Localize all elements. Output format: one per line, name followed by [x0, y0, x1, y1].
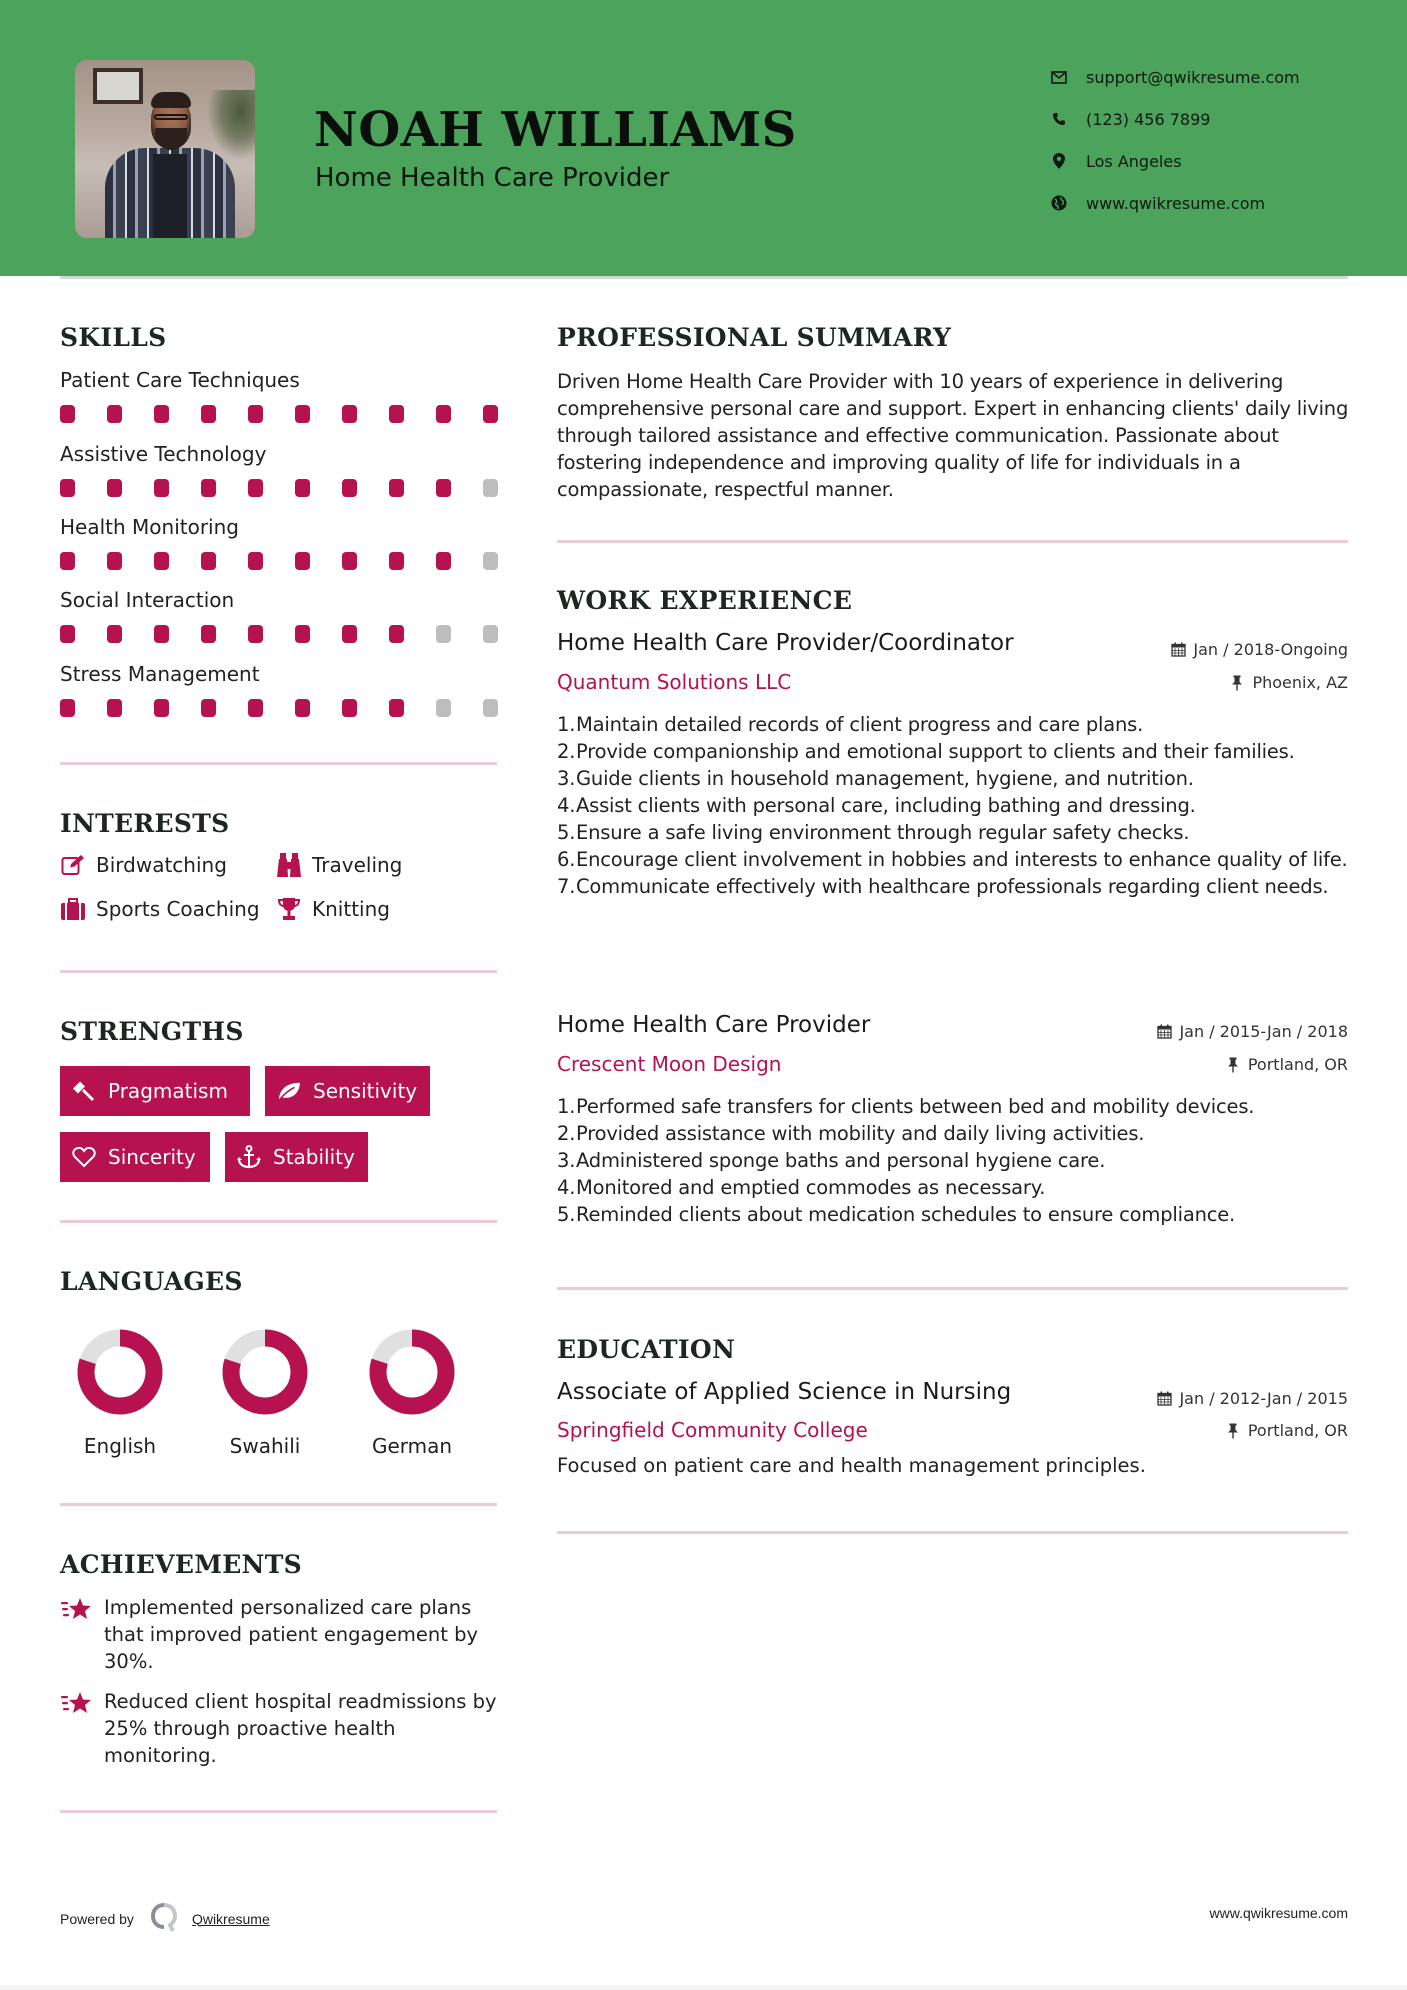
- envelope-icon: [1050, 68, 1068, 86]
- map-marker-icon: [1050, 152, 1068, 170]
- list-number: 1.: [557, 713, 576, 736]
- calendar-icon: [1156, 1024, 1172, 1040]
- skill-dot-filled: [201, 405, 216, 423]
- shooting-star-icon: [60, 1690, 94, 1720]
- list-number: 5.: [557, 821, 576, 844]
- skill-dot-empty: [483, 625, 498, 643]
- contact-list: [1050, 56, 1300, 224]
- pushpin-icon: [1225, 1057, 1241, 1073]
- responsibility-text: Provided assistance with mobility and daily living activities.: [576, 1122, 1145, 1145]
- strength-label: Sensitivity: [313, 1079, 418, 1103]
- job-title: Home Health Care Provider/Coordinator: [557, 630, 1014, 656]
- job-location-text: Phoenix, AZ: [1252, 673, 1348, 692]
- contact-email-text: support@qwikresume.com: [1086, 67, 1300, 87]
- section-divider: [60, 970, 497, 973]
- skill-dot-filled: [342, 699, 357, 717]
- candidate-name: NOAH WILLIAMS: [314, 102, 797, 158]
- job-dates: [1156, 1022, 1348, 1041]
- job-location: [1229, 673, 1348, 692]
- list-number: 3.: [557, 1149, 576, 1172]
- responsibility-text: Ensure a safe living environment through regular safety checks.: [576, 821, 1190, 844]
- section-divider: [557, 1531, 1348, 1534]
- pushpin-icon: [1225, 1423, 1241, 1439]
- skill-dot-empty: [436, 625, 451, 643]
- language-item: [55, 1328, 185, 1458]
- responsibility-text: Assist clients with personal care, including bathing and dressing.: [576, 794, 1196, 817]
- skill-dot-empty: [436, 699, 451, 717]
- job-dates-text: Jan / 2018-Ongoing: [1193, 640, 1348, 659]
- responsibility-item: [557, 1093, 1357, 1120]
- pushpin-icon: [1229, 675, 1245, 691]
- skill-dot-filled: [107, 479, 122, 497]
- responsibility-item: [557, 1174, 1357, 1201]
- interest-label: Knitting: [312, 897, 390, 921]
- skill-dot-filled: [389, 552, 404, 570]
- contact-website[interactable]: [1050, 182, 1300, 224]
- photo-frame-decoration: [93, 68, 143, 104]
- achievement-text: Implemented personalized care plans that improved patient engagement by 30%.: [104, 1596, 478, 1673]
- list-number: 2.: [557, 740, 576, 763]
- phone-icon: [1050, 110, 1068, 128]
- photo-shirt: [153, 154, 187, 238]
- section-divider: [557, 1287, 1348, 1290]
- list-number: 1.: [557, 1095, 576, 1118]
- briefcase-icon: [60, 897, 86, 921]
- language-donut-chart: [368, 1328, 456, 1416]
- achievement-item: [60, 1594, 505, 1675]
- gavel-icon: [72, 1079, 96, 1103]
- section-divider: [60, 1503, 497, 1506]
- contact-email[interactable]: [1050, 56, 1300, 98]
- summary-heading: PROFESSIONAL SUMMARY: [557, 323, 952, 352]
- list-number: 6.: [557, 848, 576, 871]
- interest-item: [276, 853, 402, 877]
- skill-dot-filled: [483, 405, 498, 423]
- interest-item: [276, 897, 390, 921]
- experience-heading: WORK EXPERIENCE: [557, 586, 853, 615]
- school-name: Springfield Community College: [557, 1418, 868, 1442]
- education-location-text: Portland, OR: [1247, 1421, 1348, 1440]
- skill-name: Patient Care Techniques: [60, 368, 300, 392]
- skill-name: Health Monitoring: [60, 515, 239, 539]
- resume-header: [0, 0, 1407, 276]
- strength-label: Sincerity: [108, 1145, 196, 1169]
- skill-dot-filled: [248, 479, 263, 497]
- education-heading: EDUCATION: [557, 1335, 736, 1364]
- skill-rating: [60, 552, 500, 570]
- footer-powered-by: [60, 1902, 270, 1935]
- responsibility-item: [557, 711, 1357, 738]
- skill-dot-filled: [107, 552, 122, 570]
- skill-dot-filled: [342, 625, 357, 643]
- achievements-heading: ACHIEVEMENTS: [60, 1550, 302, 1579]
- responsibility-text: Reminded clients about medication schedules to ensure compliance.: [576, 1203, 1236, 1226]
- photo-hair: [151, 92, 191, 108]
- skill-dot-filled: [389, 699, 404, 717]
- skill-dot-filled: [60, 479, 75, 497]
- skill-dot-filled: [248, 552, 263, 570]
- company-name: Crescent Moon Design: [557, 1052, 782, 1076]
- skill-dot-filled: [107, 405, 122, 423]
- skill-dot-filled: [154, 479, 169, 497]
- list-number: 4.: [557, 794, 576, 817]
- job-responsibilities: [557, 1093, 1357, 1228]
- profile-photo: [75, 60, 255, 238]
- skill-dot-empty: [483, 552, 498, 570]
- skill-dot-filled: [248, 699, 263, 717]
- skill-dot-filled: [60, 699, 75, 717]
- list-number: 5.: [557, 1203, 576, 1226]
- skill-dot-filled: [295, 625, 310, 643]
- interest-label: Birdwatching: [96, 853, 227, 877]
- list-number: 7.: [557, 875, 576, 898]
- skill-dot-filled: [342, 552, 357, 570]
- photo-beard: [155, 128, 187, 150]
- skill-dot-filled: [436, 405, 451, 423]
- interest-item: [60, 897, 260, 921]
- language-item: [347, 1328, 477, 1458]
- qwikresume-logo-icon: [150, 1902, 178, 1935]
- skill-rating: [60, 625, 500, 643]
- responsibility-item: [557, 846, 1357, 873]
- achievement-text: Reduced client hospital readmissions by 25% through proactive health monitoring.: [104, 1690, 497, 1767]
- responsibility-text: Administered sponge baths and personal hygiene care.: [576, 1149, 1106, 1172]
- skill-rating: [60, 405, 500, 423]
- contact-phone[interactable]: [1050, 98, 1300, 140]
- binoculars-icon: [276, 853, 302, 877]
- skill-dot-filled: [248, 625, 263, 643]
- skill-dot-filled: [295, 552, 310, 570]
- strength-badge: [60, 1066, 250, 1116]
- section-divider: [60, 1220, 497, 1223]
- skill-dot-filled: [60, 552, 75, 570]
- responsibility-text: Communicate effectively with healthcare professionals regarding client needs.: [576, 875, 1329, 898]
- responsibility-item: [557, 765, 1357, 792]
- section-divider: [60, 1810, 497, 1813]
- skill-dot-filled: [389, 405, 404, 423]
- skill-dot-filled: [436, 479, 451, 497]
- responsibility-item: [557, 1201, 1357, 1228]
- skill-dot-filled: [154, 552, 169, 570]
- photo-plant-decoration: [207, 90, 255, 160]
- skill-dot-filled: [389, 625, 404, 643]
- page-bottom-edge: [0, 1985, 1407, 1990]
- skill-dot-filled: [295, 405, 310, 423]
- responsibility-text: Performed safe transfers for clients between bed and mobility devices.: [576, 1095, 1255, 1118]
- skill-name: Social Interaction: [60, 588, 235, 612]
- contact-website-text: www.qwikresume.com: [1086, 193, 1266, 213]
- powered-by-text: Powered by: [60, 1910, 134, 1927]
- education-dates-text: Jan / 2012-Jan / 2015: [1179, 1389, 1348, 1408]
- job-location: [1225, 1055, 1348, 1074]
- job-title: Home Health Care Provider: [557, 1012, 871, 1038]
- job-responsibilities: [557, 711, 1357, 900]
- leaf-icon: [277, 1079, 301, 1103]
- section-divider: [60, 762, 497, 765]
- education-dates: [1156, 1389, 1348, 1408]
- responsibility-text: Encourage client involvement in hobbies and interests to enhance quality of life.: [576, 848, 1348, 871]
- job-location-text: Portland, OR: [1247, 1055, 1348, 1074]
- globe-icon: [1050, 194, 1068, 212]
- heart-icon: [72, 1145, 96, 1169]
- skill-dot-filled: [154, 405, 169, 423]
- company-name: Quantum Solutions LLC: [557, 670, 792, 694]
- summary-text: Driven Home Health Care Provider with 10 years of experience in delivering comprehensive personal care and support. Expert in enhancing clients' daily living through tailored assistance and effective communication. Passionate about fostering independence and improving quality of life for individuals in a compassionate, respectful manner.: [557, 370, 1349, 501]
- job-dates: [1170, 640, 1348, 659]
- section-divider: [557, 540, 1348, 543]
- strength-badge: [60, 1132, 210, 1182]
- header-divider: [60, 276, 1348, 279]
- interest-item: [60, 853, 227, 877]
- language-label: German: [371, 1434, 453, 1458]
- strength-badge: [265, 1066, 430, 1116]
- skill-dot-filled: [154, 699, 169, 717]
- skill-dot-filled: [201, 479, 216, 497]
- job-dates-text: Jan / 2015-Jan / 2018: [1179, 1022, 1348, 1041]
- responsibility-text: Provide companionship and emotional support to clients and their families.: [576, 740, 1295, 763]
- responsibility-item: [557, 1120, 1357, 1147]
- strength-label: Pragmatism: [108, 1079, 228, 1103]
- skill-dot-filled: [342, 405, 357, 423]
- languages-heading: LANGUAGES: [60, 1267, 243, 1296]
- responsibility-text: Maintain detailed records of client progress and care plans.: [576, 713, 1144, 736]
- responsibility-item: [557, 738, 1357, 765]
- degree-title: Associate of Applied Science in Nursing: [557, 1379, 1012, 1405]
- shooting-star-icon: [60, 1596, 94, 1626]
- skill-dot-filled: [201, 699, 216, 717]
- candidate-title: Home Health Care Provider: [315, 163, 670, 193]
- strength-badge: [225, 1132, 368, 1182]
- strength-label: Stability: [273, 1145, 355, 1169]
- calendar-icon: [1156, 1391, 1172, 1407]
- anchor-icon: [237, 1145, 261, 1169]
- interest-label: Sports Coaching: [96, 897, 260, 921]
- trophy-icon: [276, 897, 302, 921]
- skill-dot-filled: [154, 625, 169, 643]
- interest-label: Traveling: [312, 853, 403, 877]
- qwikresume-link[interactable]: Qwikresume: [191, 1910, 270, 1927]
- skill-dot-filled: [436, 552, 451, 570]
- responsibility-item: [557, 819, 1357, 846]
- photo-glasses: [154, 114, 188, 120]
- edit-icon: [60, 853, 86, 877]
- list-number: 2.: [557, 1122, 576, 1145]
- interests-heading: INTERESTS: [60, 809, 230, 838]
- responsibility-item: [557, 1147, 1357, 1174]
- skill-dot-filled: [201, 552, 216, 570]
- responsibility-item: [557, 873, 1357, 900]
- skill-dot-filled: [342, 479, 357, 497]
- footer-website[interactable]: www.qwikresume.com: [1209, 1905, 1348, 1921]
- contact-phone-text: (123) 456 7899: [1086, 109, 1211, 129]
- responsibility-item: [557, 792, 1357, 819]
- strengths-heading: STRENGTHS: [60, 1017, 244, 1046]
- skill-dot-filled: [248, 405, 263, 423]
- skill-dot-filled: [107, 625, 122, 643]
- language-donut-chart: [76, 1328, 164, 1416]
- language-donut-chart: [221, 1328, 309, 1416]
- contact-location: [1050, 140, 1300, 182]
- language-item: [200, 1328, 330, 1458]
- responsibility-text: Guide clients in household management, hygiene, and nutrition.: [576, 767, 1194, 790]
- education-location: [1225, 1421, 1348, 1440]
- skill-dot-empty: [483, 699, 498, 717]
- skill-dot-empty: [483, 479, 498, 497]
- list-number: 3.: [557, 767, 576, 790]
- skill-dot-filled: [60, 625, 75, 643]
- list-number: 4.: [557, 1176, 576, 1199]
- skill-name: Assistive Technology: [60, 442, 267, 466]
- skill-rating: [60, 699, 500, 717]
- language-label: English: [83, 1434, 157, 1458]
- calendar-icon: [1170, 642, 1186, 658]
- responsibility-text: Monitored and emptied commodes as necessary.: [576, 1176, 1046, 1199]
- language-label: Swahili: [229, 1434, 301, 1458]
- skill-dot-filled: [60, 405, 75, 423]
- skill-dot-filled: [295, 479, 310, 497]
- skill-dot-filled: [389, 479, 404, 497]
- achievement-item: [60, 1688, 505, 1769]
- skill-dot-filled: [201, 625, 216, 643]
- skill-dot-filled: [107, 699, 122, 717]
- skill-dot-filled: [295, 699, 310, 717]
- skill-name: Stress Management: [60, 662, 260, 686]
- contact-location-text: Los Angeles: [1086, 151, 1182, 171]
- skills-heading: SKILLS: [60, 323, 167, 352]
- education-description: Focused on patient care and health management principles.: [557, 1454, 1146, 1477]
- skill-rating: [60, 479, 500, 497]
